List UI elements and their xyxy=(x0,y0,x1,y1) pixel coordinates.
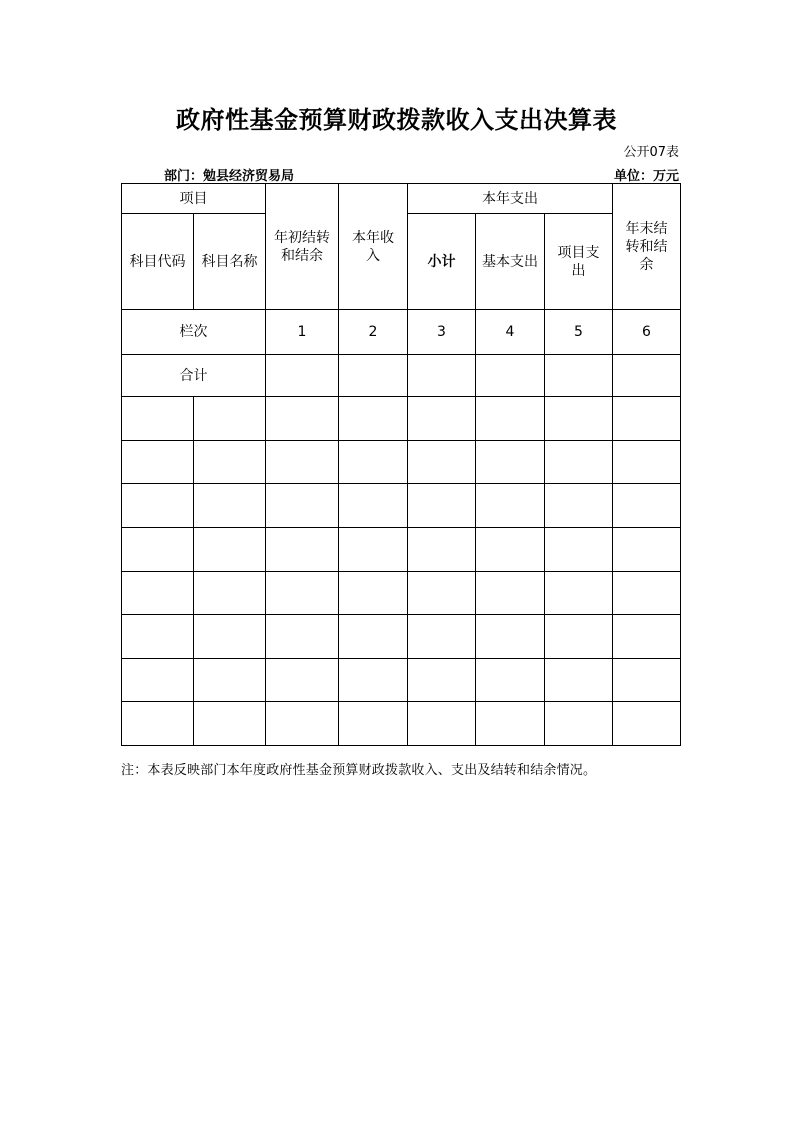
table-cell xyxy=(122,702,194,746)
table-cell xyxy=(339,441,408,484)
table-cell xyxy=(194,397,266,441)
table-cell xyxy=(266,659,339,702)
table-row xyxy=(122,702,681,746)
header-code: 科目代码 xyxy=(122,214,194,310)
table-cell xyxy=(613,441,681,484)
header-subtotal: 小计 xyxy=(408,214,476,310)
table-cell xyxy=(339,484,408,528)
header-basic-expense: 基本支出 xyxy=(476,214,545,310)
table-cell xyxy=(408,528,476,572)
table-row xyxy=(122,659,681,702)
header-project-expense xyxy=(545,214,613,310)
table-cell xyxy=(194,702,266,746)
table-cell xyxy=(476,615,545,659)
header-ending-balance-text: 年末结转和结余 xyxy=(625,220,668,273)
table-cell xyxy=(408,397,476,441)
column-number-4: 4 xyxy=(476,310,545,355)
table-cell xyxy=(122,528,194,572)
total-cell xyxy=(476,355,545,397)
table-row xyxy=(122,484,681,528)
table-cell xyxy=(545,615,613,659)
table-cell xyxy=(266,441,339,484)
table-cell xyxy=(266,572,339,615)
table-row xyxy=(122,615,681,659)
table-cell xyxy=(613,659,681,702)
header-beginning-balance xyxy=(266,184,339,310)
table-cell xyxy=(408,615,476,659)
table-cell xyxy=(122,659,194,702)
table-cell xyxy=(266,528,339,572)
table-cell xyxy=(613,572,681,615)
unit-label: 单位：万元 xyxy=(613,169,679,184)
table-cell xyxy=(266,615,339,659)
table-cell xyxy=(476,528,545,572)
table-cell xyxy=(408,572,476,615)
column-number-6: 6 xyxy=(613,310,681,355)
table-cell xyxy=(122,615,194,659)
table-row xyxy=(122,441,681,484)
table-cell xyxy=(339,659,408,702)
form-number: 公开07表 xyxy=(623,145,679,160)
table-cell xyxy=(545,528,613,572)
table-cell xyxy=(122,484,194,528)
header-current-income-text: 本年收入 xyxy=(352,229,394,264)
table-cell xyxy=(339,615,408,659)
table-cell xyxy=(545,659,613,702)
column-number-5: 5 xyxy=(545,310,613,355)
table-note: 注：本表反映部门本年度政府性基金预算财政拨款收入、支出及结转和结余情况。 xyxy=(121,763,597,778)
table-cell xyxy=(339,572,408,615)
total-cell xyxy=(339,355,408,397)
table-cell xyxy=(122,397,194,441)
table-row xyxy=(122,572,681,615)
table-cell xyxy=(476,484,545,528)
table-cell xyxy=(266,484,339,528)
column-index-label: 栏次 xyxy=(122,310,266,355)
budget-table xyxy=(121,183,681,746)
header-ending-balance xyxy=(613,184,681,310)
table-cell xyxy=(476,397,545,441)
table-cell xyxy=(545,572,613,615)
table-cell xyxy=(613,397,681,441)
table-cell xyxy=(194,484,266,528)
table-cell xyxy=(476,441,545,484)
report-title: 政府性基金预算财政拨款收入支出决算表 xyxy=(176,106,617,134)
header-item: 项目 xyxy=(122,184,266,214)
table-cell xyxy=(194,441,266,484)
table-cell xyxy=(476,702,545,746)
total-cell xyxy=(613,355,681,397)
table-cell xyxy=(613,484,681,528)
table-cell xyxy=(266,397,339,441)
table-cell xyxy=(545,441,613,484)
column-number-1: 1 xyxy=(266,310,339,355)
table-cell xyxy=(476,572,545,615)
header-current-expense: 本年支出 xyxy=(408,184,613,214)
department-label: 部门：勉县经济贸易局 xyxy=(164,169,295,184)
table-cell xyxy=(613,702,681,746)
header-beginning-balance-text: 年初结转和结余 xyxy=(274,229,330,264)
table-cell xyxy=(545,397,613,441)
table-cell xyxy=(122,572,194,615)
table-cell xyxy=(476,659,545,702)
table-cell xyxy=(408,441,476,484)
table-row xyxy=(122,397,681,441)
total-label: 合计 xyxy=(122,355,266,397)
table-cell xyxy=(339,397,408,441)
total-cell xyxy=(545,355,613,397)
column-number-2: 2 xyxy=(339,310,408,355)
table-cell xyxy=(266,702,339,746)
table-row xyxy=(122,528,681,572)
column-number-3: 3 xyxy=(408,310,476,355)
table-cell xyxy=(613,528,681,572)
table-cell xyxy=(408,659,476,702)
table-cell xyxy=(408,484,476,528)
table-cell xyxy=(545,702,613,746)
table-cell xyxy=(122,441,194,484)
table-cell xyxy=(194,572,266,615)
total-cell xyxy=(408,355,476,397)
header-name: 科目名称 xyxy=(194,214,266,310)
table-cell xyxy=(339,528,408,572)
header-current-income xyxy=(339,184,408,310)
table-cell xyxy=(339,702,408,746)
table-cell xyxy=(194,659,266,702)
header-project-expense-text: 项目支出 xyxy=(557,244,600,279)
table-cell xyxy=(545,484,613,528)
table-cell xyxy=(194,615,266,659)
total-cell xyxy=(266,355,339,397)
table-cell xyxy=(194,528,266,572)
table-cell xyxy=(408,702,476,746)
table-cell xyxy=(613,615,681,659)
